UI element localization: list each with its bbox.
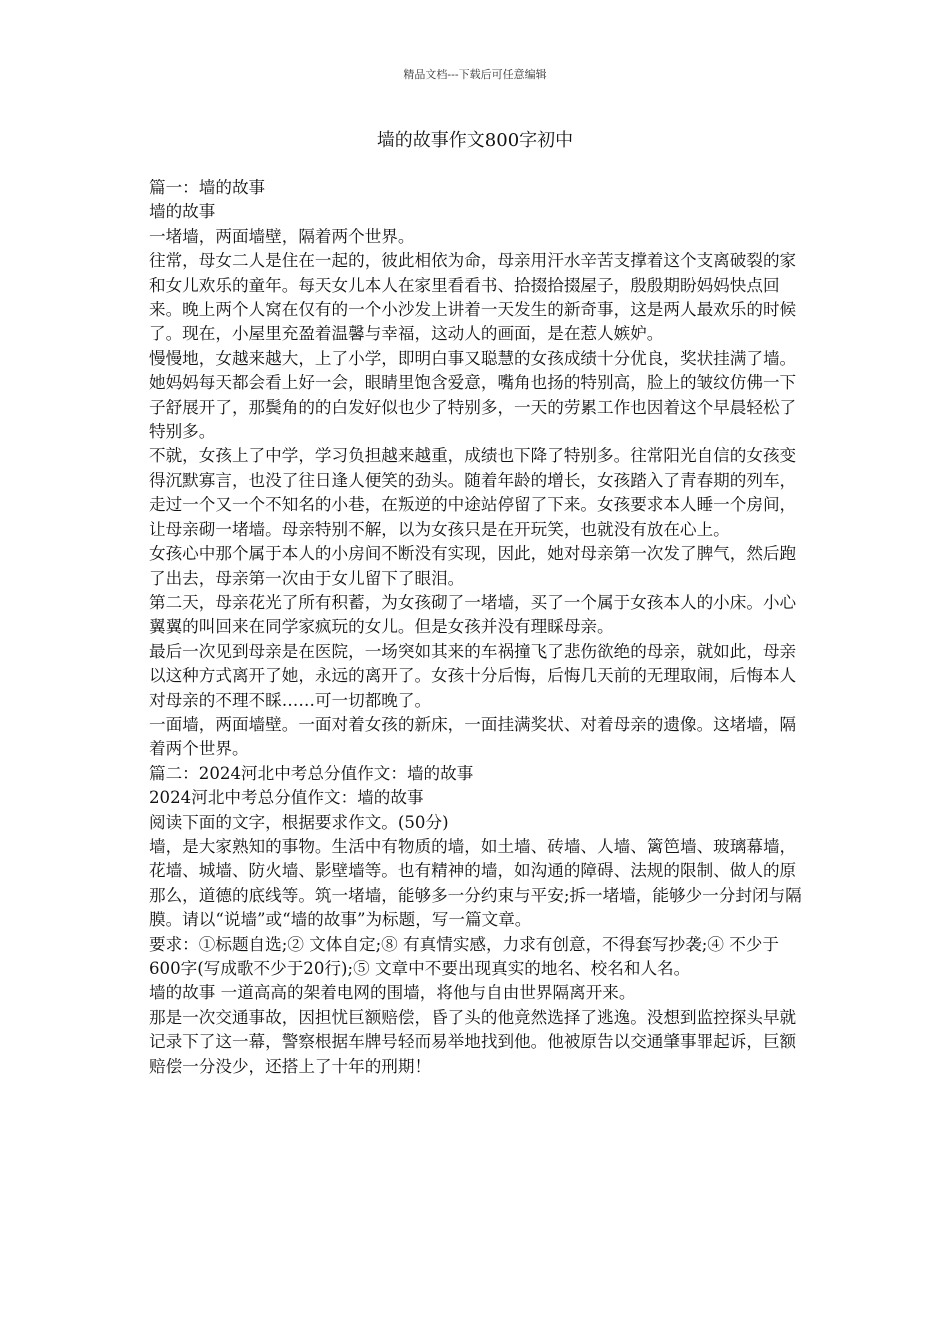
paragraph: 一面墙，两面墙壁。一面对着女孩的新床，一面挂满奖状、对着母亲的遗像。这堵墙，隔着两个世界。 [149,714,797,759]
paragraph: 要求：①标题自选;② 文体自定;⑧ 有真情实感，力求有创意，不得套写抄袭;④ 不少于600字(写成歌不少于20行);⑤ 文章中不要出现真实的地名、校名和人名。 [149,934,779,978]
paragraph: 第二天，母亲花光了所有积蓄，为女孩砌了一堵墙，买了一个属于女孩本人的小床。小心翼翼的叫回来在同学家疯玩的女儿。但是女孩并没有理睬母亲。 [149,592,797,637]
paragraph: 慢慢地，女越来越大，上了小学，即明白事又聪慧的女孩成绩十分优良，奖状挂满了墙。她妈妈每天都会看上好一会，眼睛里饱含爱意，嘴角也扬的特别高，脸上的皱纹仿佛一下子舒展开了，那鬓角的的白发好似也少了特别多，一天的劳累工作也因着这个早晨轻松了特别多。 [149,348,797,442]
paragraph: 最后一次见到母亲是在医院，一场突如其来的车祸撞飞了悲伤欲绝的母亲，就如此，母亲以这种方式离开了她，永远的离开了。女孩十分后悔，后悔几天前的无理取闹，后悔本人对母亲的不理不睬……可一切都晚了。 [149,641,797,710]
paragraph: 墙的故事 [149,202,216,222]
document-body [149,176,805,1079]
paragraph: 女孩心中那个属于本人的小房间不断没有实现，因此，她对母亲第一次发了脾气，然后跑了出去，母亲第一次由于女儿留下了眼泪。 [149,544,797,588]
paragraph: 墙，是大家熟知的事物。生活中有物质的墙，如土墙、砖墙、人墙、篱笆墙、玻璃幕墙，花墙、城墙、防火墙、影壁墙等。也有精神的墙，如沟通的障碍、法规的限制、做人的原那么，道德的底线等。筑一堵墙，能够多一分约束与平安;拆一堵墙，能够少一分封闭与隔膜。请以“说墙”或“墙的故事”为标题，写一篇文章。 [149,836,802,930]
page-header: 精品文档---下载后可任意编辑 [403,68,547,81]
paragraph: 阅读下面的文字，根据要求作文。(50分) [149,812,449,832]
paragraph: 那是一次交通事故，因担忧巨额赔偿，昏了头的他竟然选择了逃逸。没想到监控探头早就记录下了这一幕，警察根据车牌号轻而易举地找到他。他被原告以交通肇事罪起诉，巨额赔偿一分没少，还搭上了十年的刑期！ [149,1007,797,1076]
document-title: 墙的故事作文800字初中 [376,130,574,151]
paragraph: 篇二：2024河北中考总分值作文：墙的故事 [149,763,474,783]
paragraph: 墙的故事 一道高高的架着电网的围墙，将他与自由世界隔离开来。 [149,983,636,1003]
paragraph: 不就，女孩上了中学，学习负担越来越重，成绩也下降了特别多。往常阳光自信的女孩变得沉默寡言，也没了往日逢人便笑的劲头。随着年龄的增长，女孩踏入了青春期的列车，走过一个又一个不知名的小巷，在叛逆的中途站停留了下来。女孩要求本人睡一个房间，让母亲砌一堵墙。母亲特别不解，以为女孩只是在开玩笑，也就没有放在心上。 [149,446,797,539]
paragraph: 往常，母女二人是住在一起的，彼此相依为命，母亲用汗水辛苦支撑着这个支离破裂的家和女儿欢乐的童年。每天女儿本人在家里看看书、拾掇拾掇屋子，殷殷期盼妈妈快点回来。晚上两个人窝在仅有的一个小沙发上讲着一天发生的新奇事，这是两人最欢乐的时候了。现在，小屋里充盈着温馨与幸福，这动人的画面，是在惹人嫉妒。 [149,251,797,344]
paragraph: 一堵墙，两面墙壁，隔着两个世界。 [149,226,415,246]
paragraph: 2024河北中考总分值作文：墙的故事 [149,788,424,808]
paragraph: 篇一：墙的故事 [149,178,266,197]
